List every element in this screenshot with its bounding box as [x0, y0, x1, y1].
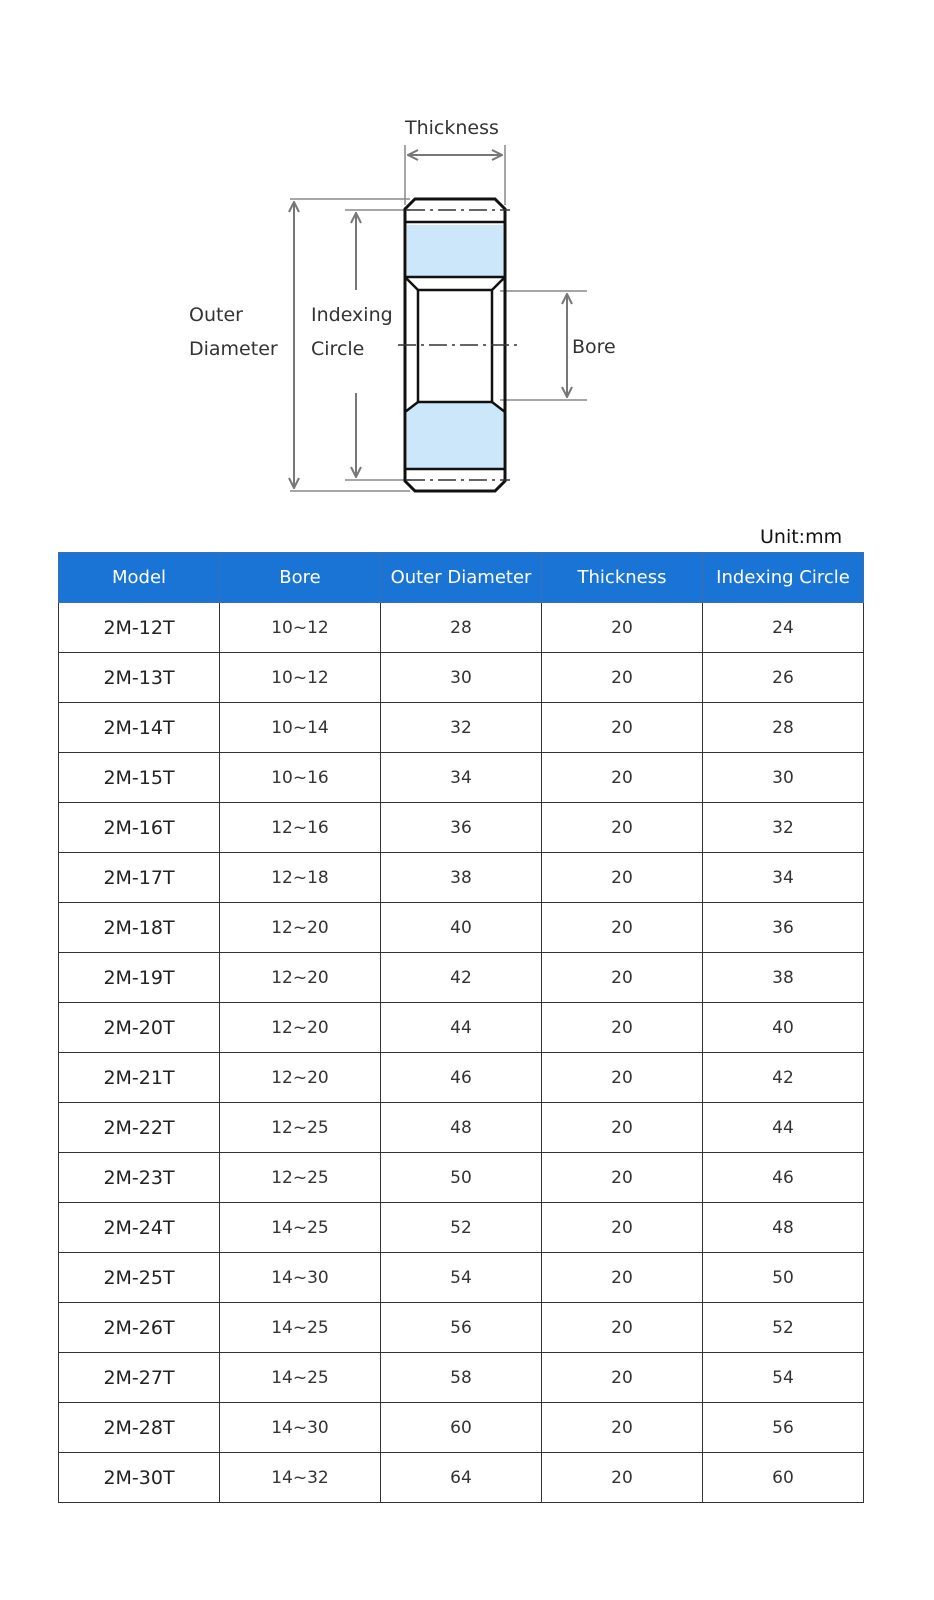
table-row [59, 1153, 864, 1203]
bore-cell: 12~20 [220, 903, 381, 953]
table-row [59, 853, 864, 903]
model-cell: 2M-19T [59, 953, 220, 1003]
outer-diameter-cell: 42 [381, 953, 542, 1003]
indexing-circle-label-line1: Indexing [311, 304, 393, 326]
column-header-outer-diameter: Outer Diameter [381, 553, 542, 603]
thickness-cell: 20 [542, 1103, 703, 1153]
outer-diameter-cell: 58 [381, 1353, 542, 1403]
thickness-cell: 20 [542, 1003, 703, 1053]
indexing-circle-label-line2: Circle [311, 338, 365, 360]
thickness-cell: 20 [542, 1453, 703, 1503]
model-cell: 2M-23T [59, 1153, 220, 1203]
bore-cell: 14~30 [220, 1253, 381, 1303]
bore-cell: 10~14 [220, 703, 381, 753]
model-cell: 2M-18T [59, 903, 220, 953]
model-cell: 2M-28T [59, 1403, 220, 1453]
indexing-circle-cell: 54 [703, 1353, 864, 1403]
bore-cell: 12~20 [220, 953, 381, 1003]
indexing-circle-cell: 44 [703, 1103, 864, 1153]
model-cell: 2M-30T [59, 1453, 220, 1503]
outer-diameter-cell: 38 [381, 853, 542, 903]
model-cell: 2M-20T [59, 1003, 220, 1053]
outer-diameter-cell: 28 [381, 603, 542, 653]
outer-diameter-label-line1: Outer [189, 304, 243, 326]
indexing-circle-cell: 30 [703, 753, 864, 803]
model-cell: 2M-16T [59, 803, 220, 853]
table-row [59, 1003, 864, 1053]
thickness-cell: 20 [542, 1253, 703, 1303]
indexing-circle-cell: 36 [703, 903, 864, 953]
outer-diameter-label-line2: Diameter [189, 338, 278, 360]
thickness-cell: 20 [542, 1153, 703, 1203]
thickness-cell: 20 [542, 603, 703, 653]
indexing-circle-cell: 52 [703, 1303, 864, 1353]
model-cell: 2M-27T [59, 1353, 220, 1403]
outer-diameter-cell: 44 [381, 1003, 542, 1053]
table-row [59, 703, 864, 753]
table-row [59, 1453, 864, 1503]
bore-cell: 12~18 [220, 853, 381, 903]
model-cell: 2M-12T [59, 603, 220, 653]
indexing-circle-cell: 24 [703, 603, 864, 653]
specification-table [58, 552, 864, 1503]
outer-diameter-cell: 50 [381, 1153, 542, 1203]
bore-cell: 12~25 [220, 1153, 381, 1203]
bore-cell: 12~25 [220, 1103, 381, 1153]
indexing-circle-cell: 40 [703, 1003, 864, 1053]
model-cell: 2M-17T [59, 853, 220, 903]
outer-diameter-cell: 34 [381, 753, 542, 803]
table-row [59, 953, 864, 1003]
table-header-row [59, 553, 864, 603]
bore-cell: 10~12 [220, 603, 381, 653]
indexing-circle-cell: 48 [703, 1203, 864, 1253]
table-row [59, 803, 864, 853]
indexing-circle-cell: 42 [703, 1053, 864, 1103]
model-cell: 2M-24T [59, 1203, 220, 1253]
table-row [59, 1203, 864, 1253]
indexing-circle-cell: 34 [703, 853, 864, 903]
model-cell: 2M-15T [59, 753, 220, 803]
table-row [59, 1403, 864, 1453]
bore-cell: 10~12 [220, 653, 381, 703]
bore-cell: 14~30 [220, 1403, 381, 1453]
thickness-cell: 20 [542, 803, 703, 853]
model-cell: 2M-14T [59, 703, 220, 753]
model-cell: 2M-21T [59, 1053, 220, 1103]
outer-diameter-cell: 32 [381, 703, 542, 753]
thickness-cell: 20 [542, 653, 703, 703]
table-row [59, 1303, 864, 1353]
outer-diameter-cell: 30 [381, 653, 542, 703]
bore-cell: 14~25 [220, 1203, 381, 1253]
column-header-model: Model [59, 553, 220, 603]
indexing-circle-cell: 60 [703, 1453, 864, 1503]
table-row [59, 903, 864, 953]
indexing-circle-cell: 28 [703, 703, 864, 753]
table-row [59, 603, 864, 653]
thickness-cell: 20 [542, 1303, 703, 1353]
outer-diameter-cell: 40 [381, 903, 542, 953]
thickness-cell: 20 [542, 1053, 703, 1103]
bore-cell: 14~25 [220, 1303, 381, 1353]
unit-label: Unit:mm [760, 526, 843, 548]
outer-diameter-cell: 46 [381, 1053, 542, 1103]
thickness-cell: 20 [542, 853, 703, 903]
bore-cell: 12~20 [220, 1053, 381, 1103]
bore-cell: 12~20 [220, 1003, 381, 1053]
column-header-bore: Bore [220, 553, 381, 603]
table-row [59, 653, 864, 703]
column-header-thickness: Thickness [542, 553, 703, 603]
thickness-cell: 20 [542, 753, 703, 803]
outer-diameter-cell: 48 [381, 1103, 542, 1153]
thickness-cell: 20 [542, 1203, 703, 1253]
indexing-circle-cell: 46 [703, 1153, 864, 1203]
outer-diameter-cell: 64 [381, 1453, 542, 1503]
thickness-cell: 20 [542, 903, 703, 953]
bore-cell: 10~16 [220, 753, 381, 803]
table-row [59, 1053, 864, 1103]
bore-cell: 14~32 [220, 1453, 381, 1503]
gear-cross-section [398, 199, 522, 491]
table-row [59, 1253, 864, 1303]
gear-dimension-diagram [0, 0, 934, 510]
table-row [59, 1103, 864, 1153]
indexing-circle-cell: 32 [703, 803, 864, 853]
bore-cell: 12~16 [220, 803, 381, 853]
indexing-circle-cell: 56 [703, 1403, 864, 1453]
indexing-circle-cell: 26 [703, 653, 864, 703]
thickness-cell: 20 [542, 1353, 703, 1403]
thickness-cell: 20 [542, 1403, 703, 1453]
model-cell: 2M-25T [59, 1253, 220, 1303]
thickness-cell: 20 [542, 703, 703, 753]
indexing-circle-cell: 38 [703, 953, 864, 1003]
outer-diameter-cell: 54 [381, 1253, 542, 1303]
table-row [59, 1353, 864, 1403]
column-header-indexing-circle: Indexing Circle [703, 553, 864, 603]
outer-diameter-cell: 52 [381, 1203, 542, 1253]
thickness-cell: 20 [542, 953, 703, 1003]
model-cell: 2M-22T [59, 1103, 220, 1153]
outer-diameter-cell: 36 [381, 803, 542, 853]
model-cell: 2M-13T [59, 653, 220, 703]
bore-label: Bore [572, 336, 616, 358]
thickness-label: Thickness [405, 117, 499, 139]
outer-diameter-cell: 56 [381, 1303, 542, 1353]
bore-cell: 14~25 [220, 1353, 381, 1403]
table-row [59, 753, 864, 803]
indexing-circle-cell: 50 [703, 1253, 864, 1303]
model-cell: 2M-26T [59, 1303, 220, 1353]
outer-diameter-cell: 60 [381, 1403, 542, 1453]
